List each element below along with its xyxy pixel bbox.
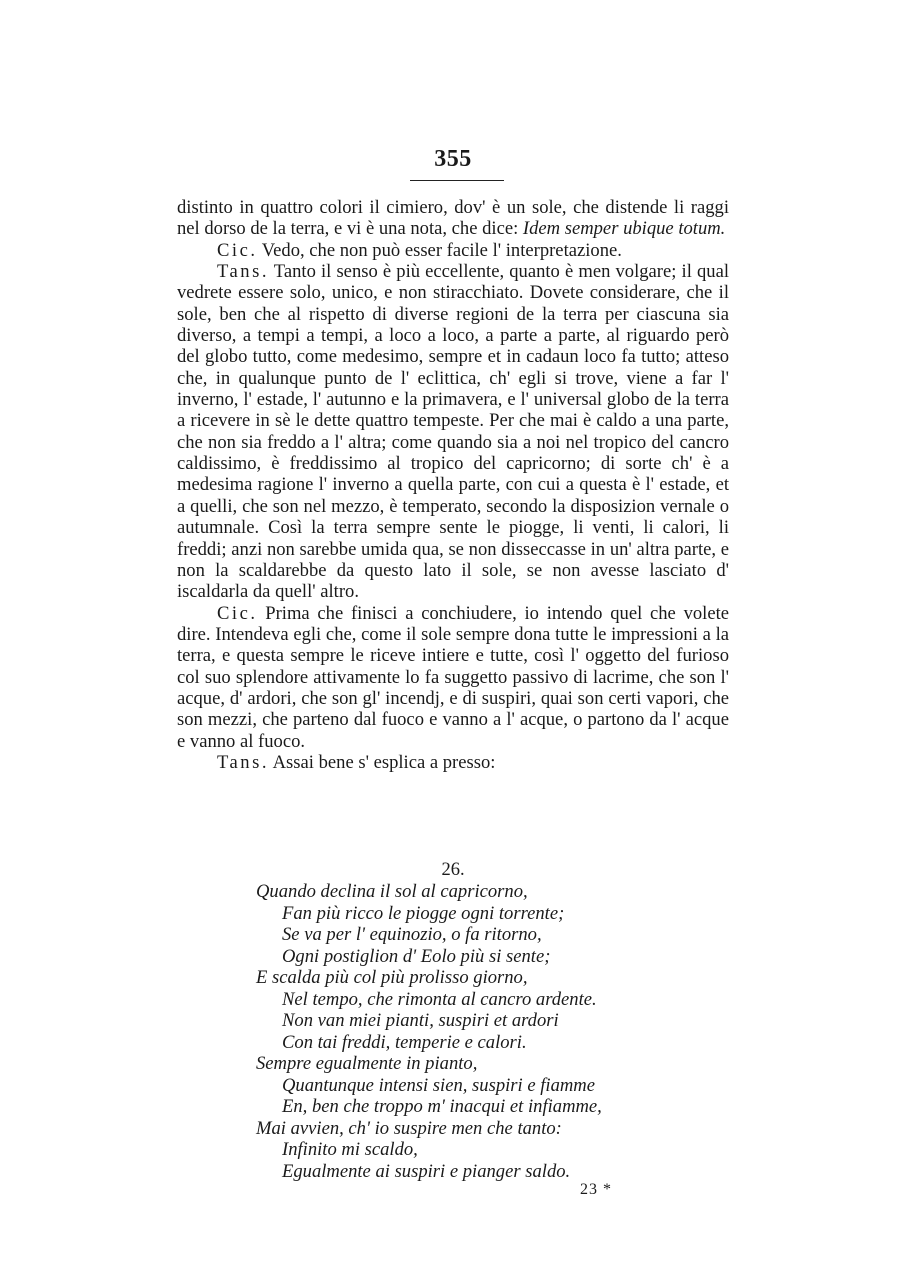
- body-text: [177, 197, 729, 773]
- paragraph: [177, 240, 729, 261]
- paragraph-text: Assai bene s' esplica a presso:: [272, 751, 496, 773]
- speaker-label: Tans.: [217, 261, 269, 283]
- poem-verse: Non van miei pianti, suspiri et ardori: [282, 1010, 559, 1031]
- poem-verse: Mai avvien, ch' io suspire men che tanto:: [256, 1117, 562, 1139]
- poem-verse: Infinito mi scaldo,: [282, 1139, 418, 1160]
- paragraph-text: distinto in quattro colori il cimiero, dov' è un sole, che distende li raggi nel dorso de la terra, e vi è una nota, che dice:: [177, 197, 729, 240]
- poem-verse: En, ben che troppo m' inacqui et infiamme,: [282, 1096, 602, 1117]
- poem: [256, 881, 716, 1182]
- paragraph: [177, 752, 729, 773]
- page-number: 355: [434, 146, 472, 172]
- motto-text: Idem semper ubique totum.: [522, 218, 726, 240]
- speaker-label: Tans.: [217, 751, 269, 773]
- paragraph-text: Tanto il senso è più eccellente, quanto è men volgare; il qual vedrete essere solo, unico, e non stiracchiato. Dovete considerare, che il sole, ben che al rispetto di diverse regioni de la terra per ciascuna sia diverso, a tempi a tempi, a loco a loco, a parte a parte, al riguardo però del globo tutto, come medesimo, sempre et in cadaun loco fa tutto; atteso che, in qualunque punto de l' eclittica, ch' egli si trove, viene a far l' inverno, l' estade, l' autunno e la primavera, e l' universal globo de la terra a ricevere in sè le dette quattro tempeste. Per che mai è caldo a una parte, che non sia freddo a l' altra; come quando sia a noi nel tropico del cancro caldissimo, è freddissimo al tropico del capricorno; di sorte ch' è a medesima ragione l' inverno a quella parte, con cui a questa è l' estade, et a quelli, che son nel mezzo, è temperato, secondo la disposizion vernale o autumnale. Così la terra sempre sente le piogge, li venti, li calori, li freddi; anzi non sarebbe umida qua, se non disseccasse in un' altra parte, e non la scaldarebbe da questo lato il sole, se non avesse lasciato d' iscaldarla da quell' altro.: [177, 261, 730, 603]
- signature-mark: 23 *: [580, 1181, 612, 1198]
- poem-verse: Quando declina il sol al capricorno,: [256, 881, 528, 902]
- paragraph-text: Vedo, che non può esser facile l' interpretazione.: [261, 239, 622, 261]
- poem-number: 26.: [441, 860, 465, 880]
- poem-verse: Sempre egualmente in pianto,: [256, 1053, 478, 1074]
- paragraph: [177, 197, 729, 240]
- poem-verse: Egualmente ai suspiri e pianger saldo.: [282, 1160, 571, 1182]
- poem-verse: Con tai freddi, temperie e calori.: [282, 1031, 527, 1053]
- speaker-label: Cic.: [217, 239, 258, 261]
- poem-verse: Nel tempo, che rimonta al cancro ardente.: [282, 988, 597, 1010]
- poem-verse: Ogni postiglion d' Eolo più si sente;: [282, 945, 551, 967]
- speaker-label: Cic.: [217, 602, 258, 624]
- header-rule: [410, 180, 504, 181]
- paragraph: [177, 603, 729, 752]
- poem-verse: Fan più ricco le piogge ogni torrente;: [282, 902, 565, 924]
- poem-verse: E scalda più col più prolisso giorno,: [256, 967, 528, 988]
- paragraph-text: Prima che finisci a conchiudere, io intendo quel che volete dire. Intendeva egli che, come il sole sempre dona tutte le impressioni a la terra, e questa sempre le riceve intiere e tutte, così l' oggetto del furioso col suo splendore attivamente lo fa suggetto passivo di lacrime, che son l' acque, d' ardori, che son gl' incendj, e di suspiri, quai son certi vapori, che son mezzi, che parteno dal fuoco e vanno a l' acque, o partono da l' acque e vanno al fuoco.: [177, 602, 729, 752]
- poem-verse: Quantunque intensi sien, suspiri e fiamme: [282, 1074, 595, 1096]
- poem-verse: Se va per l' equinozio, o fa ritorno,: [282, 924, 542, 945]
- paragraph: [177, 261, 729, 603]
